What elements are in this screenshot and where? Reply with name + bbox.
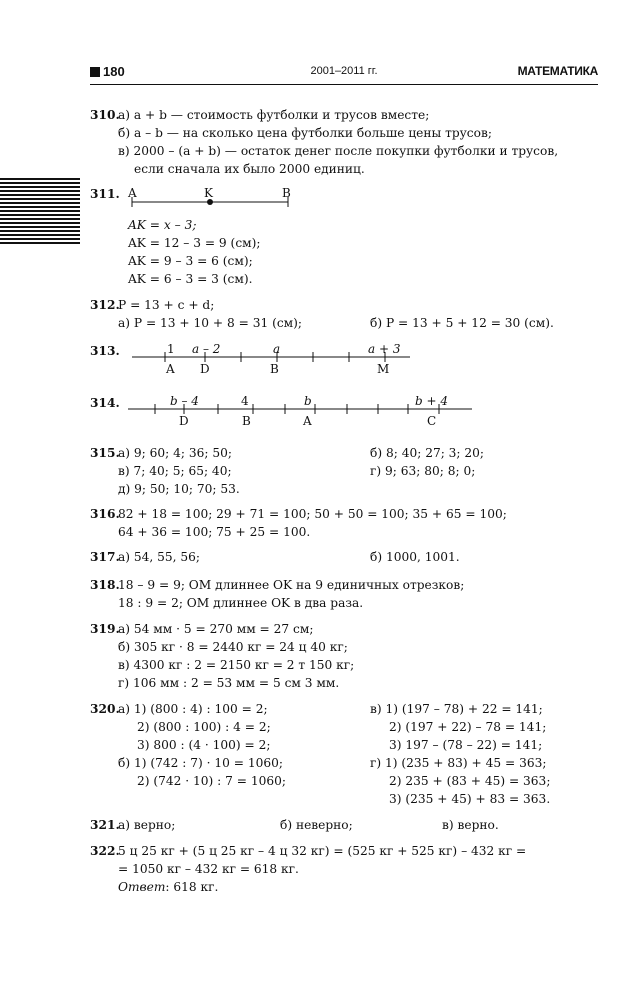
problem-number: 320. <box>90 702 120 716</box>
problem-319 <box>90 620 610 692</box>
answer-line: 3) 800 : (4 · 100) = 2; <box>137 738 271 752</box>
answer-line: б) 1) (742 : 7) · 10 = 1060; <box>118 756 283 770</box>
answer-line: б) 8; 40; 27; 3; 20; <box>370 446 485 460</box>
problem-316 <box>90 505 610 541</box>
answer-line: в) верно. <box>442 818 499 832</box>
answer-line <box>118 878 218 896</box>
problem-number: 319. <box>90 622 120 636</box>
problem-322 <box>90 842 610 896</box>
problem-number: 318. <box>90 578 120 592</box>
answer-line: 2) (197 + 22) – 78 = 141; <box>389 720 547 734</box>
answer-label: Ответ <box>118 880 166 894</box>
answer-line: 2) 235 + (83 + 45) = 363; <box>389 774 551 788</box>
bottom-label: B <box>270 362 279 376</box>
problem-313 <box>90 342 610 382</box>
header-subject: МАТЕМАТИКА <box>517 64 598 78</box>
problem-315 <box>90 444 610 498</box>
answer-line: 82 + 18 = 100; 29 + 71 = 100; 50 + 50 = 100; 35 + 65 = 100; <box>118 507 507 521</box>
header-years: 2001–2011 гг. <box>310 65 378 77</box>
answer-line: 18 – 9 = 9; OM длиннее OK на 9 единичных отрезков; <box>118 578 465 592</box>
problem-number: 310. <box>90 108 120 122</box>
top-label: 4 <box>241 394 249 408</box>
answer-line: г) 106 мм : 2 = 53 мм = 5 см 3 мм. <box>118 676 340 690</box>
page-number: 180 <box>90 64 125 79</box>
number-line-314 <box>128 394 528 434</box>
problem-317 <box>90 548 610 566</box>
answer-line: P = 13 + c + d; <box>118 298 215 312</box>
answer-line: б) 305 кг · 8 = 2440 кг = 24 ц 40 кг; <box>118 640 348 654</box>
top-label: a + 3 <box>368 342 401 356</box>
bottom-label: A <box>166 362 175 376</box>
answer-line: а) a + b — стоимость футболки и трусов вместе; <box>118 108 430 122</box>
point-label-b: B <box>282 186 291 200</box>
answer-line: 3) (235 + 45) + 83 = 363. <box>389 792 551 806</box>
problem-321 <box>90 816 610 834</box>
answer-value: : 618 кг. <box>165 880 219 894</box>
answer-line: AK = 9 – 3 = 6 (см); <box>128 254 253 268</box>
answer-line: в) 1) (197 – 78) + 22 = 141; <box>370 702 543 716</box>
top-label: b – 4 <box>170 394 199 408</box>
top-label: b + 4 <box>415 394 448 408</box>
answer-line: д) 9; 50; 10; 70; 53. <box>118 482 240 496</box>
answer-line: а) 1) (800 : 4) : 100 = 2; <box>118 702 268 716</box>
answer-line: а) P = 13 + 10 + 8 = 31 (см); <box>118 316 303 330</box>
problem-320 <box>90 700 610 808</box>
answer-line: а) 54 мм · 5 = 270 мм = 27 см; <box>118 622 314 636</box>
answer-line: б) 1000, 1001. <box>370 550 460 564</box>
answer-line: 5 ц 25 кг + (5 ц 25 кг – 4 ц 32 кг) = (525 кг + 525 кг) – 432 кг = <box>118 844 527 858</box>
bottom-label: D <box>200 362 210 376</box>
answer-line: а) 9; 60; 4; 36; 50; <box>118 446 232 460</box>
bottom-label: M <box>377 362 390 376</box>
answer-line: AK = 6 – 3 = 3 (см). <box>128 272 253 286</box>
segment-diagram <box>128 185 308 207</box>
problem-number: 322. <box>90 844 120 858</box>
problem-314 <box>90 394 610 434</box>
number-line-313 <box>120 342 420 382</box>
answer-line: 2) (800 : 100) : 4 = 2; <box>137 720 271 734</box>
answer-line: б) P = 13 + 5 + 12 = 30 (см). <box>370 316 554 330</box>
problem-312 <box>90 296 610 332</box>
answer-line: в) 2000 – (a + b) — остаток денег после покупки футболки и трусов, <box>118 144 559 158</box>
answer-line: в) 4300 кг : 2 = 2150 кг = 2 т 150 кг; <box>118 658 355 672</box>
answer-line: а) верно; <box>118 818 176 832</box>
point-label-k: K <box>204 186 213 200</box>
problem-number: 312. <box>90 298 120 312</box>
header-rule <box>90 84 598 85</box>
thumb-index-tab <box>0 178 80 244</box>
top-label: 1 <box>167 342 175 356</box>
answer-line: если сначала их было 2000 единиц. <box>134 162 365 176</box>
page-header <box>90 64 598 84</box>
answer-line: г) 1) (235 + 83) + 45 = 363; <box>370 756 547 770</box>
problem-number: 315. <box>90 446 120 460</box>
top-label: b <box>304 394 312 408</box>
bottom-label: A <box>303 414 312 428</box>
problem-number: 311. <box>90 187 120 201</box>
problem-number: 313. <box>90 344 120 358</box>
problem-number: 314. <box>90 396 120 410</box>
answer-line: 3) 197 – (78 – 22) = 141; <box>389 738 543 752</box>
top-label: a <box>273 342 281 356</box>
answer-line: г) 9; 63; 80; 8; 0; <box>370 464 476 478</box>
answer-line: в) 7; 40; 5; 65; 40; <box>118 464 232 478</box>
answer-line: = 1050 кг – 432 кг = 618 кг. <box>118 862 299 876</box>
answer-line: б) неверно; <box>280 818 353 832</box>
bottom-label: D <box>179 414 189 428</box>
problem-318 <box>90 576 610 612</box>
answer-line: AK = x – 3; <box>128 218 197 232</box>
problem-number: 321. <box>90 818 120 832</box>
problem-310 <box>90 106 610 178</box>
problem-311 <box>90 185 610 285</box>
answer-line: б) a – b — на сколько цена футболки больше цены трусов; <box>118 126 492 140</box>
answer-line: а) 54, 55, 56; <box>118 550 201 564</box>
bottom-label: C <box>427 414 437 428</box>
bottom-label: B <box>242 414 251 428</box>
answer-line: 18 : 9 = 2; OM длиннее OK в два раза. <box>118 596 364 610</box>
top-label: a – 2 <box>192 342 221 356</box>
problem-number: 317. <box>90 550 120 564</box>
problem-number: 316. <box>90 507 120 521</box>
answer-line: AK = 12 – 3 = 9 (см); <box>128 236 261 250</box>
answer-line: 2) (742 · 10) : 7 = 1060; <box>137 774 286 788</box>
answer-line: 64 + 36 = 100; 75 + 25 = 100. <box>118 525 311 539</box>
point-label-a: A <box>128 186 137 200</box>
